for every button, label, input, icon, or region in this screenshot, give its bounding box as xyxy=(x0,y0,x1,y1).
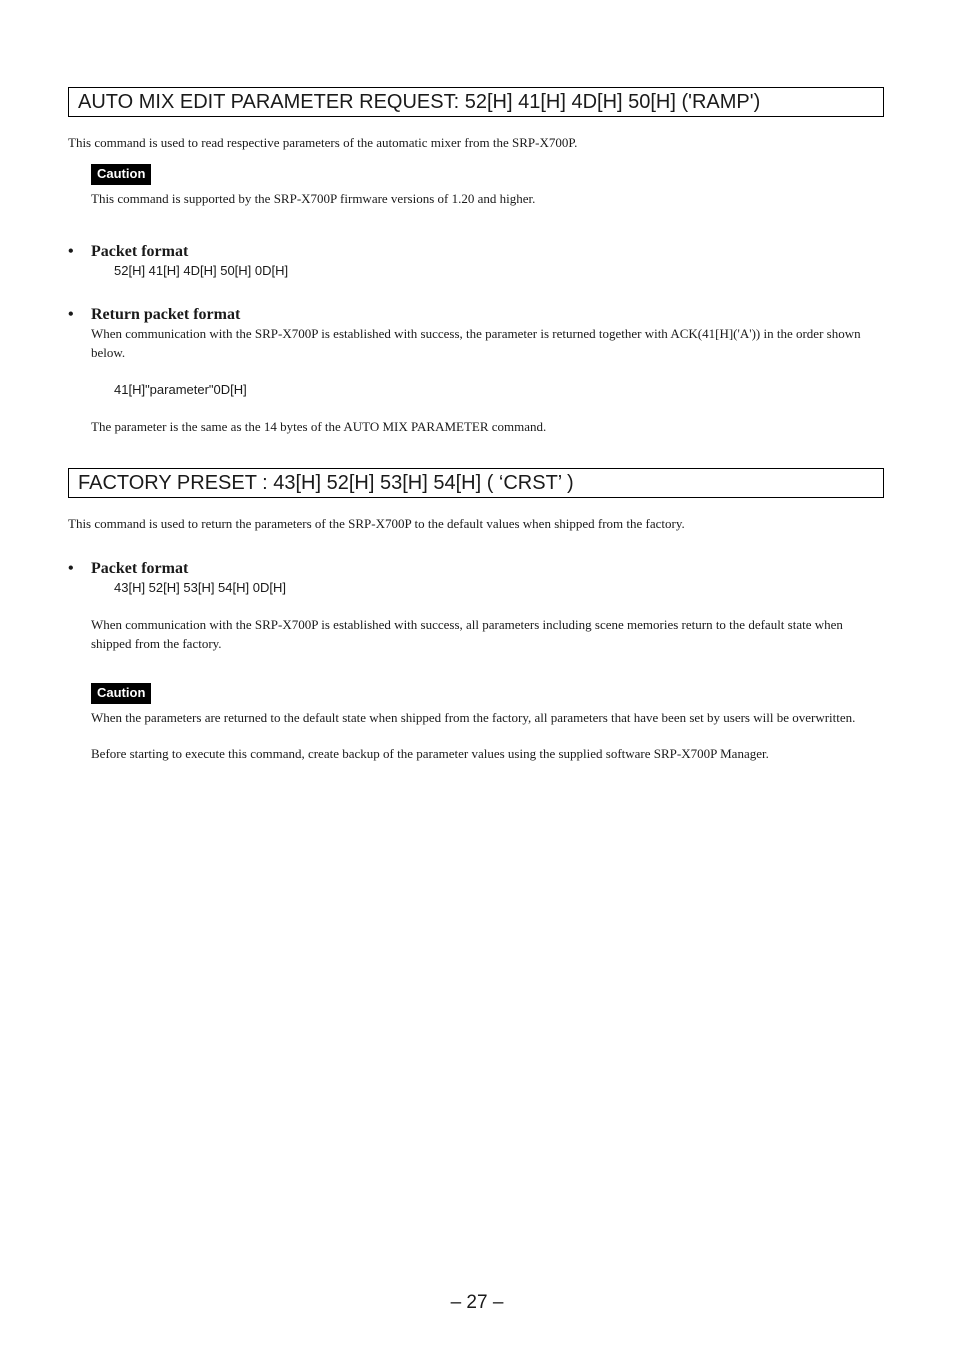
bullet: • xyxy=(68,306,74,323)
return-packet-note: The parameter is the same as the 14 bytes of the AUTO MIX PARAMETER command. xyxy=(91,419,547,434)
packet-format-label: Packet format xyxy=(91,243,189,260)
caution-text: This command is supported by the SRP-X700P firmware versions of 1.20 and higher. xyxy=(91,191,536,206)
section-title-auto-mix-edit: AUTO MIX EDIT PARAMETER REQUEST: 52[H] 41[H] 4D[H] 50[H] ('RAMP') xyxy=(68,87,884,117)
section-title-factory-preset: FACTORY PRESET : 43[H] 52[H] 53[H] 54[H] ( ‘CRST’ ) xyxy=(68,468,884,498)
return-packet-label: Return packet format xyxy=(91,306,241,323)
packet-format-heading xyxy=(68,559,188,579)
packet-description: When communication with the SRP-X700P is established with success, all parameters including scene memories return to the default state when shipped from the factory. xyxy=(91,617,843,651)
packet-format-label: Packet format xyxy=(91,560,189,577)
return-packet-heading xyxy=(68,305,240,325)
bullet: • xyxy=(68,560,74,577)
caution-badge: Caution xyxy=(91,164,151,185)
packet-format-heading xyxy=(68,242,188,262)
section-intro: This command is used to read respective parameters of the automatic mixer from the SRP-X700P. xyxy=(68,135,578,150)
page-number: – 27 – xyxy=(450,1292,504,1313)
return-packet-text: When communication with the SRP-X700P is established with success, the parameter is returned together with ACK(41[H]('A')) in the order shown below. xyxy=(91,326,861,360)
caution-text: When the parameters are returned to the default state when shipped from the factory, all parameters that have been set by users will be overwritten. xyxy=(91,710,856,725)
packet-code: 43[H] 52[H] 53[H] 54[H] 0D[H] xyxy=(114,580,286,595)
caution-badge: Caution xyxy=(91,683,151,704)
bullet: • xyxy=(68,243,74,260)
return-packet-code: 41[H]"parameter"0D[H] xyxy=(114,382,247,397)
packet-code: 52[H] 41[H] 4D[H] 50[H] 0D[H] xyxy=(114,263,289,278)
section-intro: This command is used to return the parameters of the SRP-X700P to the default values when shipped from the factory. xyxy=(68,516,685,531)
caution-text: Before starting to execute this command, create backup of the parameter values using the supplied software SRP-X700P Manager. xyxy=(91,746,769,761)
